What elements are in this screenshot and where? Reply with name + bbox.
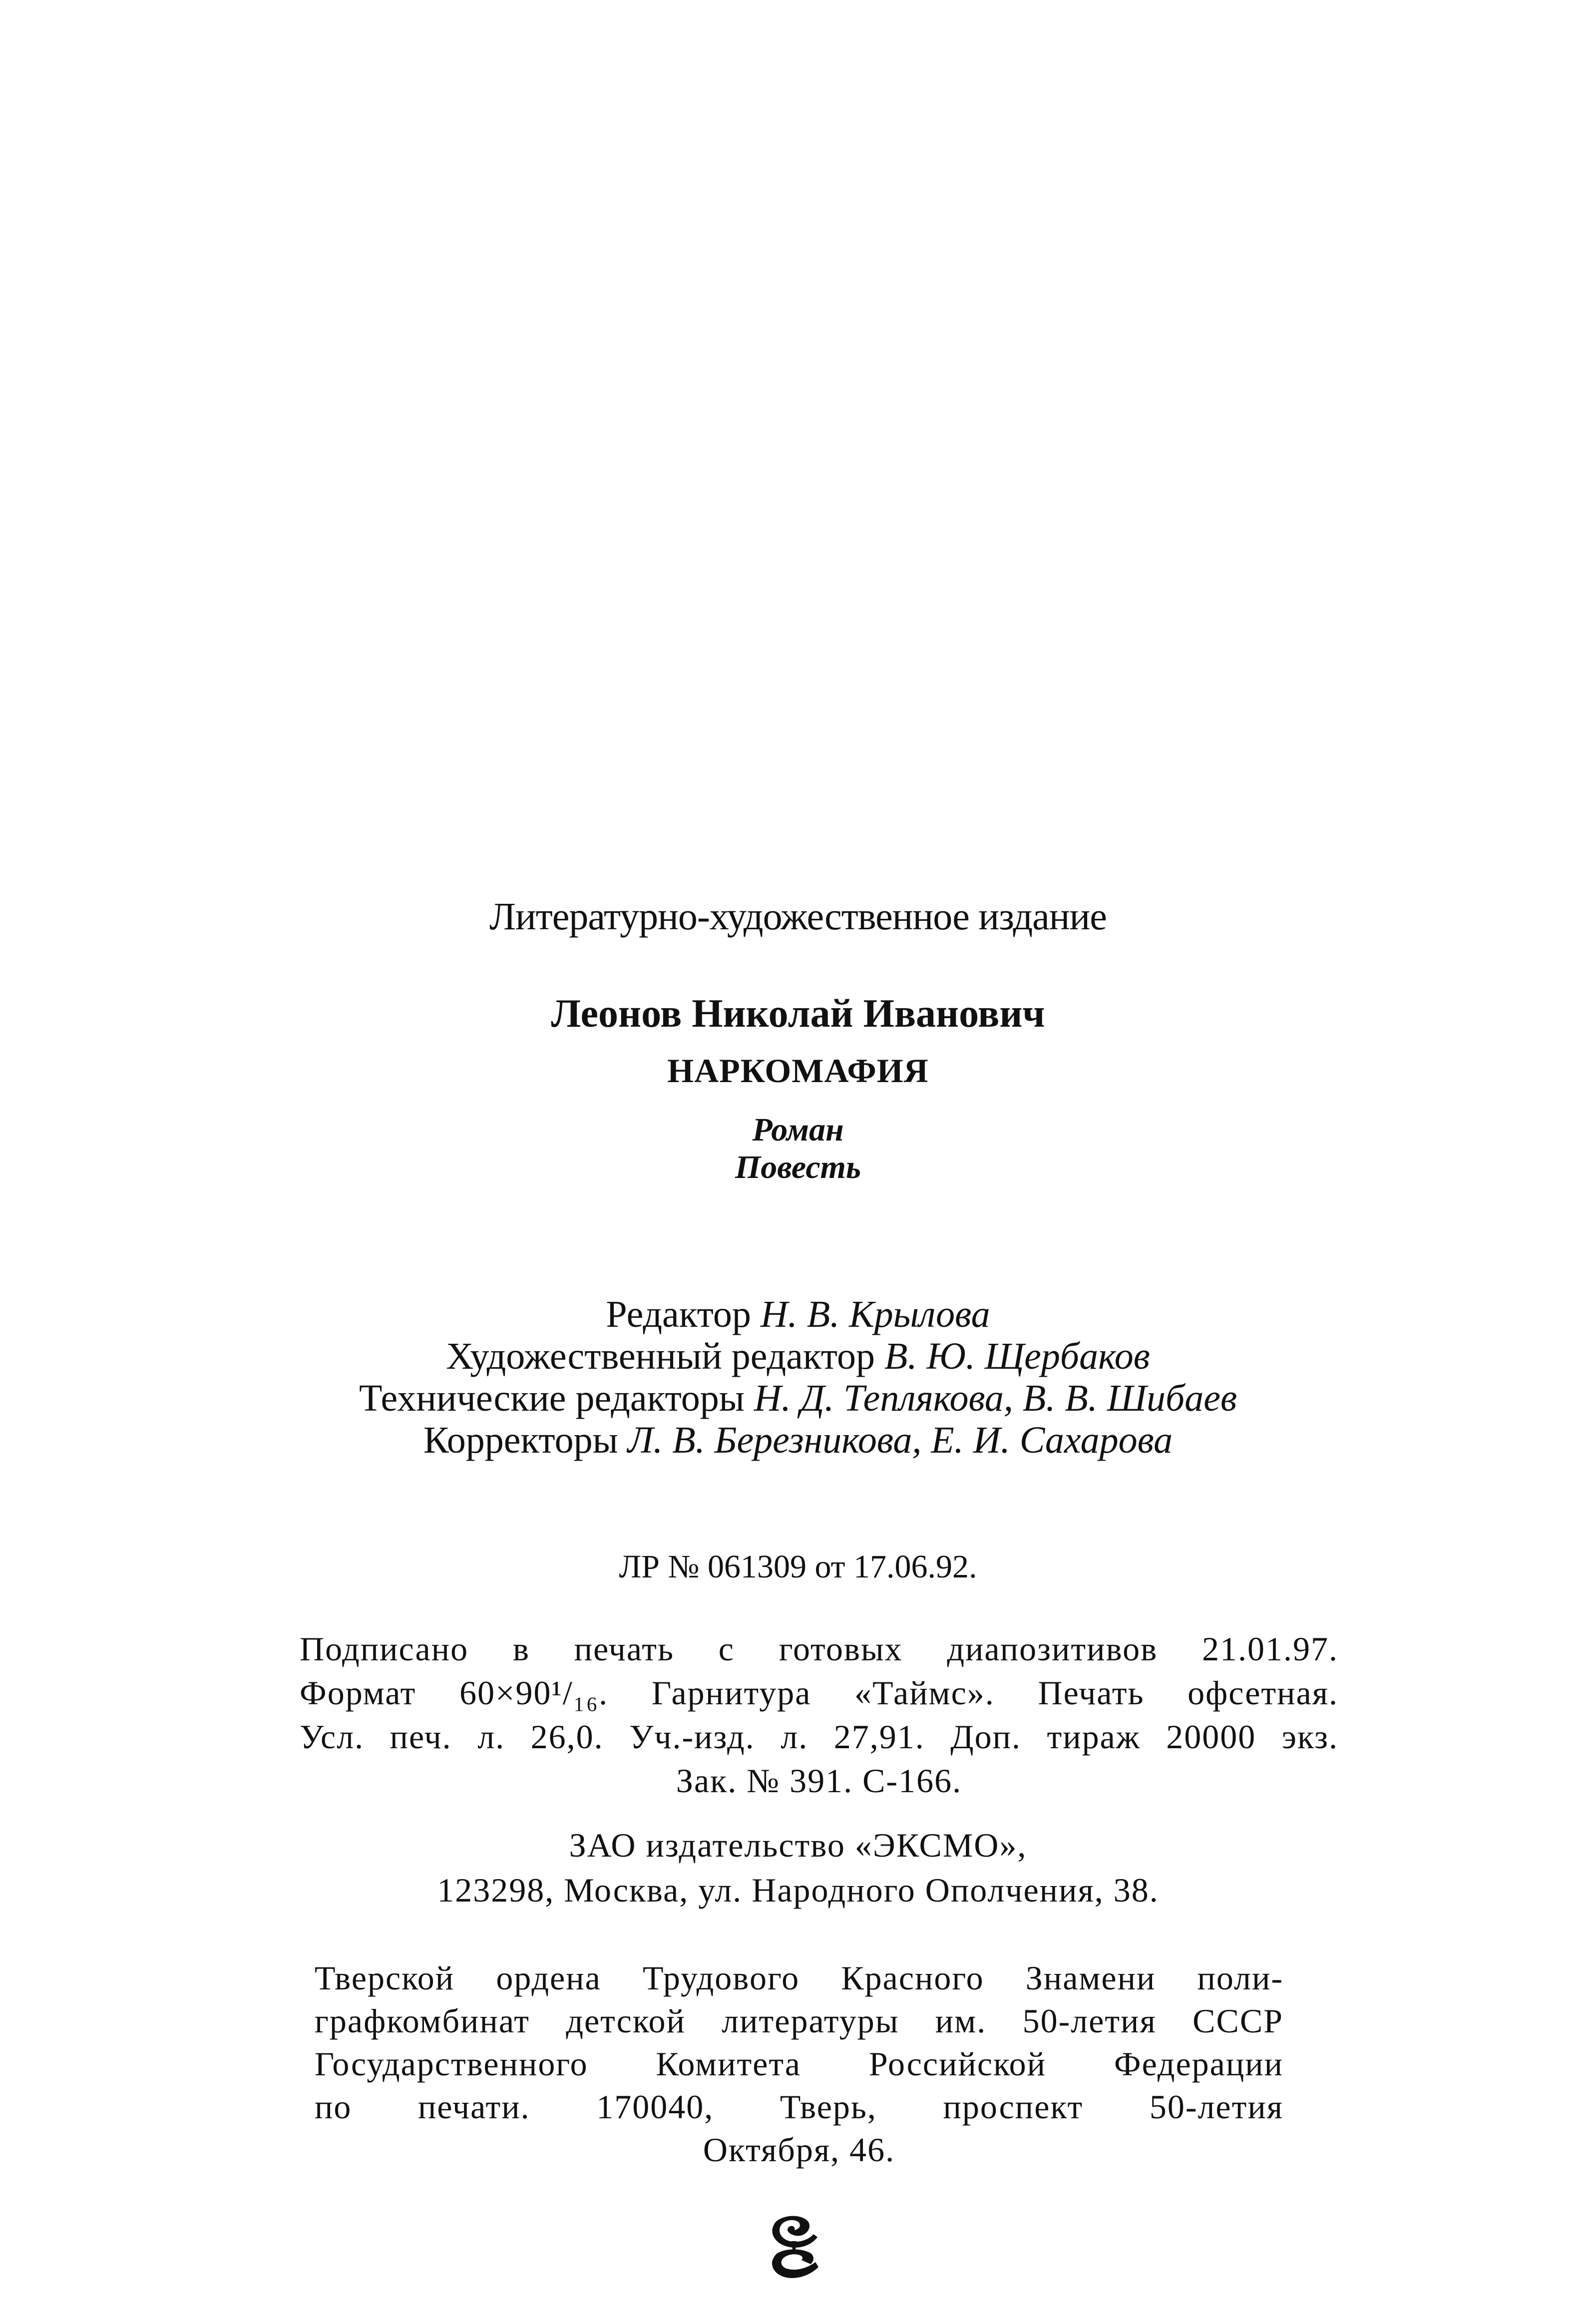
- print-details: [300, 1627, 1338, 1803]
- genre-story: Повесть: [735, 1149, 861, 1185]
- license-number: ЛР № 061309 от 17.06.92.: [619, 1548, 977, 1585]
- credit-art-editor: [0, 1335, 1596, 1377]
- edition-type: Литературно-художественное издание: [489, 894, 1107, 938]
- print-detail-line: Зак. № 391. С-166.: [676, 1762, 962, 1800]
- publisher-name: ЗАО издательство «ЭКСМО»,: [569, 1826, 1027, 1864]
- book-title: НАРКОМАФИЯ: [667, 1052, 929, 1090]
- printer-line: по печати. 170040, Тверь, проспект 50-летия: [315, 2088, 1283, 2126]
- print-detail-line: Усл. печ. л. 26,0. Уч.-изд. л. 27,91. Доп. тираж 20000 экз.: [300, 1718, 1338, 1756]
- credit-role: Корректоры: [423, 1419, 618, 1461]
- credit-proofreaders: [0, 1419, 1596, 1461]
- credit-editor: [0, 1293, 1596, 1335]
- credit-role: Редактор: [606, 1293, 751, 1335]
- printer-line: Государственного Комитета Российской Федерации: [315, 2045, 1283, 2083]
- credit-person: Н. В. Крылова: [760, 1293, 990, 1335]
- credit-role: Художественный редактор: [446, 1335, 875, 1377]
- printer-line: Октября, 46.: [703, 2131, 895, 2169]
- genre-novel: Роман: [752, 1112, 844, 1148]
- credits-block: [0, 1293, 1596, 1461]
- printer-line: Тверской ордена Трудового Красного Знамени поли-: [315, 1959, 1283, 1997]
- credit-person: Н. Д. Теплякова, В. В. Шибаев: [754, 1377, 1237, 1419]
- printer-line: графкомбинат детской литературы им. 50-летия СССР: [315, 2002, 1283, 2040]
- credit-person: Л. В. Березникова, Е. И. Сахарова: [627, 1419, 1173, 1461]
- credit-technical-editors: [0, 1377, 1596, 1419]
- credit-role: Технические редакторы: [359, 1377, 745, 1419]
- printer-block: [315, 1956, 1283, 2171]
- print-detail-line: Подписано в печать с готовых диапозитивов 21.01.97.: [300, 1630, 1338, 1668]
- author-name: Леонов Николай Иванович: [551, 992, 1045, 1036]
- publisher-block: [0, 1823, 1596, 1913]
- credit-person: В. Ю. Щербаков: [884, 1335, 1150, 1377]
- print-detail-line: Формат 60×90¹/₁₆. Гарнитура «Таймс». Печать офсетная.: [300, 1674, 1338, 1712]
- publisher-address: 123298, Москва, ул. Народного Ополчения, 38.: [437, 1871, 1159, 1909]
- printer-logo-icon: [767, 2212, 821, 2282]
